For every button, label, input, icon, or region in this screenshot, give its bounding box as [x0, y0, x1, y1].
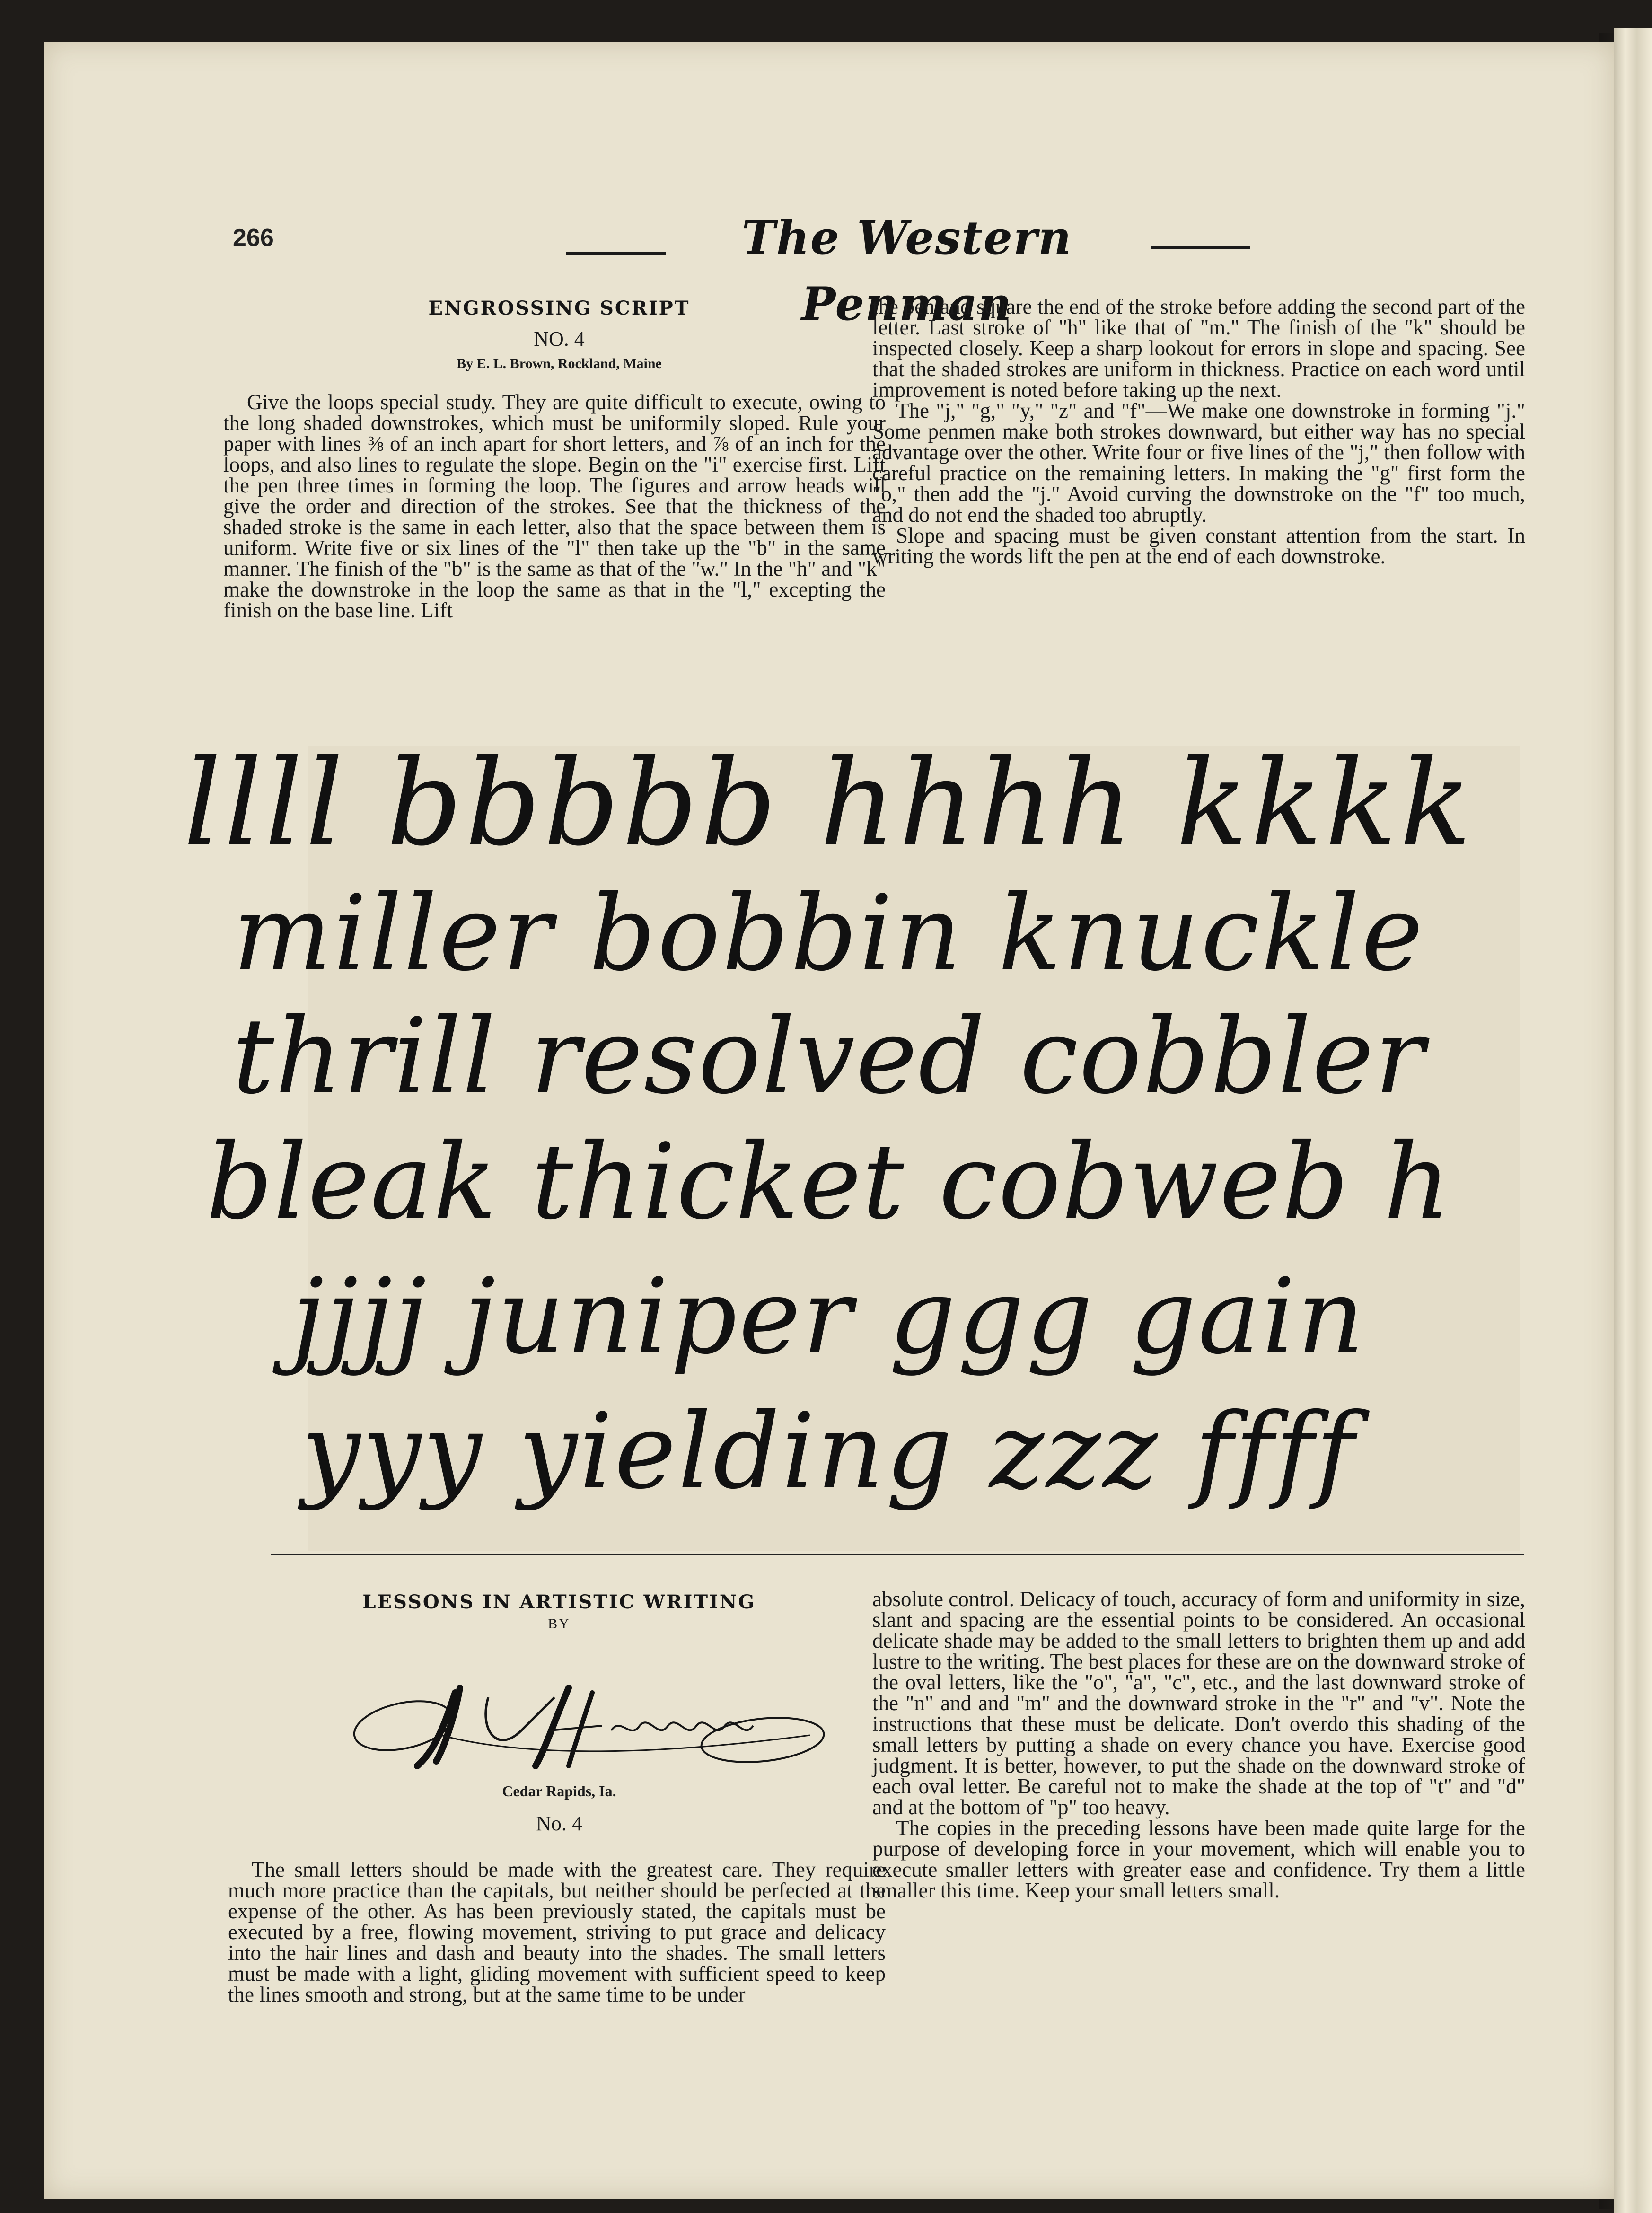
adjacent-page-edge [1614, 28, 1652, 2213]
article2-col1-paragraph: The small letters should be made with the greatest care. They require much more practice than the capitals, but neither should be perfected at the expense of the other. As has been previously stated, the capitals must be executed by a free, flowing movement, striving to put grace and delicacy into the hair lines and dash and beauty into the shades. The small letters must be made with a light, gliding movement with sufficient speed to keep the lines smooth and strong, but at the same time to be under [228, 1858, 886, 2006]
article2-col2-paragraph-1: absolute control. Delicacy of touch, accuracy of form and uniformity in size, slant and spacing are the essential points to be considered. An occasional delicate shade may be added to the small letters to brighten them up and add lustre to the writing. The best places for these are on the downward stroke of the oval letters, like the "o", "a", "c", etc., and the last downward stroke of the "n" and and "m" and the downward stroke in the "r" and "v". Note the instructions that these must be delicate. Don't overdo this shading of the small letters by putting a shade on every chance you have. Exercise good judgment. It is better, however, to put the shade on the downward stroke of each oval letter. Be careful not to make the shade at the top of "t" and "d" and at the bottom of "p" too heavy. [872, 1587, 1526, 1819]
magazine-page [44, 42, 1614, 2199]
section-divider-rule [271, 1554, 1524, 1555]
article2-number: No. 4 [536, 1812, 582, 1835]
article2-location: Cedar Rapids, Ia. [502, 1783, 616, 1800]
article2-by: BY [548, 1616, 571, 1632]
signature-flourish [346, 1678, 838, 1773]
article1-col1-paragraph: Give the loops special study. They are quite difficult to execute, owing to the long shaded downstrokes, which must be uniformily sloped. Rule your paper with lines ⅜ of an inch apart for short letters, and ⅞ of an inch for the loops, and also lines to regulate the slope. Begin on the "i" exercise first. Lift the pen three times in forming the loop. The figures and arrow heads will give the order and direction of the strokes. See that the thickness of the shaded stroke is the same in each letter, also that the space between them is uniform. Write five or six lines of the "l" then take up the "b" in the same manner. The finish of the "b" is the same as that of the "w." In the "h" and "k" make the downstroke in the loop the same as that in the "l," excepting the finish on the base line. Lift [223, 390, 886, 622]
masthead-rule-right [1151, 246, 1250, 249]
article2-header [233, 1591, 886, 1632]
article1-byline: By E. L. Brown, Rockland, Maine [457, 356, 662, 371]
script-line-4: bleak thicket cobweb h [206, 1121, 1452, 1242]
page-number: 266 [233, 224, 274, 252]
article1-number: NO. 4 [534, 327, 585, 351]
article1-header [233, 297, 886, 372]
article2-col2-paragraph-2: The copies in the preceding lessons have been made quite large for the purpose of developing force in your movement, which will enable you to execute smaller letters with greater ease and confidence. Try them a little smaller this time. Keep your small letters small. [872, 1816, 1525, 1902]
script-line-6: yyy yielding zzz ffff [301, 1391, 1356, 1512]
script-line-3: thrill resolved cobbler [232, 996, 1425, 1117]
author-signature [346, 1678, 838, 1773]
article2-title: LESSONS IN ARTISTIC WRITING [362, 1591, 756, 1613]
masthead-rule-left [566, 252, 666, 255]
article1-column-2 [872, 296, 1525, 567]
article1-column-1 [223, 392, 886, 621]
article1-title: ENGROSSING SCRIPT [428, 297, 690, 319]
article1-col2-paragraph-2: The "j," "g," "y," "z" and "f"—We make one downstroke in forming "j." Some penmen make both strokes downward, but either way has no special advantage over the other. Write four or five lines of the "j," then follow with careful practice on the remaining letters. In making the "g" first form the "o," then add the "j." Avoid curving the downstroke on the "f" too much, and do not end the shaded too abruptly. [872, 399, 1525, 527]
script-line-5: jjjj juniper ggg gain [291, 1256, 1366, 1377]
masthead-title: The Western Penman [741, 211, 1072, 331]
script-line-1: llll bbbbb hhhh kkkk [183, 734, 1475, 872]
article2-column-2 [872, 1589, 1525, 1901]
article1-col2-paragraph-3: Slope and spacing must be given constant attention from the start. In writing the words lift the pen at the end of each downstroke. [872, 524, 1525, 568]
script-line-2: miller bobbin knuckle [233, 873, 1425, 994]
article1-col2-paragraph-1: the pen and square the end of the stroke before adding the second part of the letter. Last stroke of "h" like that of "m." The finish of the "k" should be inspected closely. Keep a sharp lookout for errors in slope and spacing. See that the shaded strokes are uniform in thickness. Practice on each word until improvement is noted before taking up the next. [872, 295, 1525, 402]
article2-meta [233, 1783, 886, 1835]
article2-column-1 [228, 1859, 886, 2005]
